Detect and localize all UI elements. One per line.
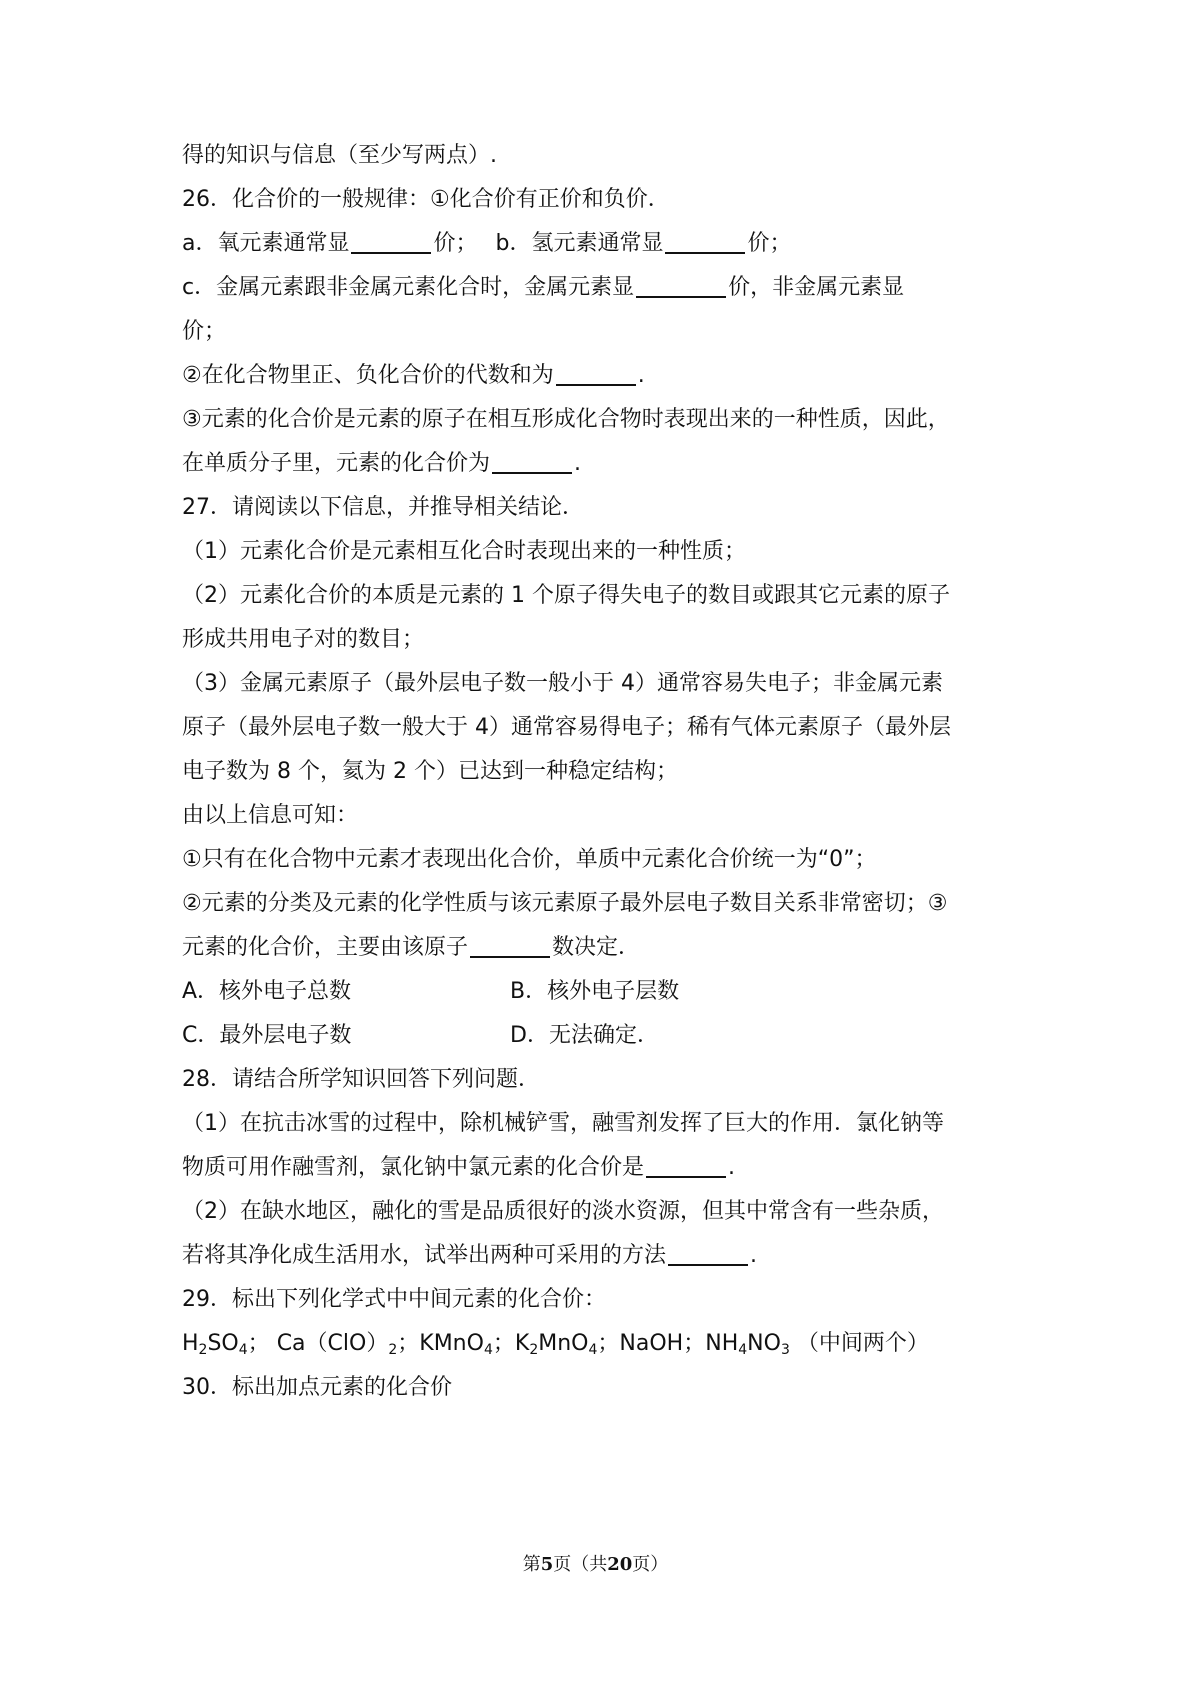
text: 元素的化合价，主要由该原子 [182, 935, 469, 960]
text: 26．化合价的一般规律：①化合价有正价和负价． [182, 187, 670, 212]
text: ②在化合物里正、负化合价的代数和为 [182, 363, 554, 388]
text: 形成共用电子对的数目； [182, 627, 425, 652]
text-line [182, 405, 1022, 435]
text: 数决定． [552, 935, 641, 960]
option-b: B．核外电子层数 [510, 979, 680, 1004]
text: 价，非金属元素显 [728, 275, 905, 300]
text: 电子数为 8 个，氦为 2 个）已达到一种稳定结构； [182, 759, 678, 784]
text-line [182, 317, 1022, 347]
text-line [182, 889, 1022, 919]
answer-blank [668, 1242, 748, 1266]
question-27-title [182, 493, 1022, 523]
question-26-title [182, 185, 1022, 215]
text: （3）金属元素原子（最外层电子数一般小于 4）通常容易失电子；非金属元素 [182, 671, 943, 696]
text-line [182, 273, 1022, 303]
answer-blank [646, 1154, 726, 1178]
text-line [182, 845, 1022, 875]
option-c: C．最外层电子数 [182, 1023, 352, 1048]
formula-k2mno4: $K_2MnO_4$； [514, 1331, 620, 1358]
text-line [182, 625, 1022, 655]
text-line [182, 669, 1022, 699]
text-line [182, 713, 1022, 743]
answer-blank [636, 274, 726, 298]
text: 得的知识与信息（至少写两点）. [182, 143, 497, 168]
text-line [182, 361, 1022, 391]
text: 物质可用作融雪剂，氯化钠中氯元素的化合价是 [182, 1155, 645, 1180]
answer-blank [556, 362, 636, 386]
answer-blank [665, 230, 745, 254]
text-line [182, 757, 1022, 787]
question-29-title [182, 1285, 1022, 1315]
text: 27．请阅读以下信息，并推导相关结论． [182, 495, 584, 520]
text: a．氧元素通常显 [182, 231, 350, 256]
text: . [750, 1243, 758, 1268]
text-line [182, 581, 1022, 611]
answer-blank [470, 934, 550, 958]
text: 28．请结合所学知识回答下列问题． [182, 1067, 540, 1092]
text: 由以上信息可知： [182, 803, 359, 828]
text: （1）在抗击冰雪的过程中，除机械铲雪，融雪剂发挥了巨大的作用．氯化钠等 [182, 1111, 944, 1136]
text-line [182, 1153, 1022, 1183]
text: 若将其净化成生活用水，试举出两种可采用的方法 [182, 1243, 667, 1268]
text-line [182, 1197, 1022, 1227]
answer-blank [492, 450, 572, 474]
formula-caclo2: $Ca(ClO)_2$； [276, 1331, 420, 1358]
option-a: A．核外电子总数 [182, 979, 352, 1004]
text: 价； [182, 319, 227, 344]
text: ②元素的分类及元素的化学性质与该元素原子最外层电子数目关系非常密切；③ [182, 891, 948, 916]
text: ③元素的化合价是元素的原子在相互形成化合物时表现出来的一种性质，因此， [182, 407, 950, 432]
text: 价； b．氢元素通常显 [433, 231, 664, 256]
text-line [182, 141, 1022, 171]
formula-kmno4: KMnO$_4$； [419, 1331, 515, 1358]
text-line [182, 933, 1022, 963]
page-number: 5 [540, 1554, 554, 1575]
question-28-title [182, 1065, 1022, 1095]
text: 在单质分子里，元素的化合价为 [182, 451, 491, 476]
text: c．金属元素跟非金属元素化合时，金属元素显 [182, 275, 635, 300]
text-line [182, 1109, 1022, 1139]
text-line [182, 1241, 1022, 1271]
answer-blank [351, 230, 431, 254]
text: 29．标出下列化学式中中间元素的化合价： [182, 1287, 606, 1312]
total-pages: 20 [607, 1554, 633, 1575]
text: （2）在缺水地区，融化的雪是品质很好的淡水资源，但其中常含有一些杂质， [182, 1199, 944, 1224]
text: （2）元素化合价的本质是元素的 1 个原子得失电子的数目或跟其它元素的原子 [182, 583, 950, 608]
text: . [574, 451, 582, 476]
text: （1）元素化合价是元素相互化合时表现出来的一种性质； [182, 539, 746, 564]
text: 原子（最外层电子数一般大于 4）通常容易得电子；稀有气体元素原子（最外层 [182, 715, 951, 740]
option-d: D．无法确定． [510, 1023, 659, 1048]
text-line [182, 449, 1022, 479]
formula-nh4no3: $NH_4NO_3$ [705, 1331, 790, 1358]
text: ①只有在化合物中元素才表现出化合价，单质中元素化合价统一为“0”； [182, 847, 877, 872]
page-footer: 第5页（共20页） [522, 1554, 669, 1575]
question-30-title [182, 1373, 1022, 1403]
text-line [182, 801, 1022, 831]
text: . [728, 1155, 736, 1180]
text-line [182, 537, 1022, 567]
formula-note: （中间两个） [796, 1331, 929, 1356]
formula-naoh: NaOH； [619, 1331, 706, 1356]
text-line [182, 229, 1022, 259]
formula-line [182, 1329, 1022, 1359]
text: 30．标出加点元素的化合价 [182, 1375, 452, 1400]
text: 价； [747, 231, 792, 256]
text: . [637, 363, 645, 388]
formula-h2so4: $H_2SO_4$； [182, 1331, 270, 1358]
